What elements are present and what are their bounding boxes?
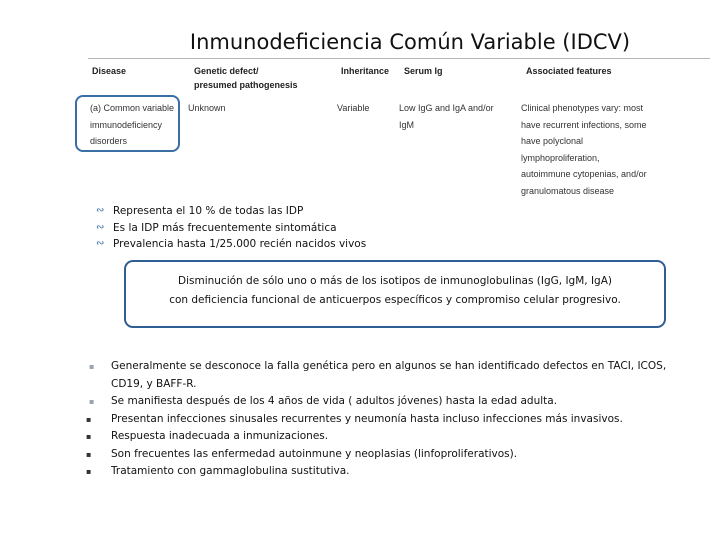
square-bullet-icon: ▪ <box>86 467 92 476</box>
features-line: have polyclonal <box>521 136 584 146</box>
bullet-text: Tratamiento con gammaglobulina sustitutiva. <box>111 465 350 477</box>
square-bullet-icon: ▪ <box>86 414 92 424</box>
swirl-bullet-icon: ∾ <box>96 238 105 249</box>
header-disease: Disease <box>92 66 127 76</box>
list-item <box>96 203 366 220</box>
list-item <box>96 236 366 253</box>
title-divider <box>88 58 710 59</box>
bullet-text: Representa el 10 % de todas las IDP <box>113 205 304 217</box>
features-line: Clinical phenotypes vary: most <box>521 103 644 113</box>
bullet-text: Generalmente se desconoce la falla genética pero en algunos se han identificado defectos en TACI, ICOS, CD19, y BAFF-R. <box>111 360 667 390</box>
features-line: autoimmune cytopenias, and/or <box>521 169 647 179</box>
serum-line: IgM <box>399 119 415 130</box>
slide-title: Inmunodeficiencia Común Variable (IDCV) <box>189 30 631 54</box>
disease-line: disorders <box>90 136 128 146</box>
header-genetic-line2: presumed pathogenesis <box>194 80 298 90</box>
bullet-text: Se manifiesta después de los 4 años de vida ( adultos jóvenes) hasta la edad adulta. <box>111 395 558 407</box>
detail-bullets <box>84 358 684 481</box>
cell-serum <box>399 100 494 133</box>
header-genetic-line1: Genetic defect/ <box>194 66 259 76</box>
header-features: Associated features <box>526 66 612 76</box>
list-item <box>84 411 684 429</box>
features-line: lymphoproliferation, <box>521 152 600 163</box>
square-bullet-icon: ▪ <box>86 449 92 459</box>
bullet-text: Prevalencia hasta 1/25.000 recién nacidos vivos <box>113 238 367 250</box>
swirl-bullet-icon: ∾ <box>96 221 105 233</box>
cell-features <box>521 100 647 199</box>
bullet-text: Son frecuentes las enfermedad autoinmune y neoplasias (linfoproliferativos). <box>111 447 518 460</box>
features-line: granulomatous disease <box>521 185 615 196</box>
list-item <box>84 463 684 481</box>
bullet-text: Presentan infecciones sinusales recurrentes y neumonía hasta incluso infecciones más invasivos. <box>111 412 623 425</box>
features-line: have recurrent infections, some <box>521 119 647 130</box>
swirl-bullet-icon: ∾ <box>96 205 105 216</box>
square-bullet-icon: ▪ <box>89 362 95 371</box>
summary-bullets <box>96 203 366 253</box>
square-bullet-icon: ▪ <box>89 397 95 406</box>
disease-highlight-box <box>75 95 180 152</box>
list-item <box>84 358 684 393</box>
bullet-text: Es la IDP más frecuentemente sintomática <box>113 221 337 234</box>
list-item <box>84 446 684 464</box>
definition-line: Disminución de sólo uno o más de los isotipos de inmunoglobulinas (IgG, IgM, IgA) <box>178 275 612 287</box>
list-item <box>84 428 684 446</box>
disease-line: (a) Common variable <box>90 103 175 113</box>
definition-box <box>124 260 666 328</box>
disease-line: immunodeficiency <box>90 119 163 130</box>
cell-genetic: Unknown <box>188 103 226 113</box>
header-inheritance: Inheritance <box>341 66 390 76</box>
square-bullet-icon: ▪ <box>86 432 92 441</box>
bullet-text: Respuesta inadecuada a inmunizaciones. <box>111 430 329 442</box>
header-serum: Serum Ig <box>404 66 443 76</box>
list-item <box>84 393 684 411</box>
cell-inheritance: Variable <box>337 103 370 113</box>
serum-line: Low IgG and IgA and/or <box>399 103 494 113</box>
list-item <box>96 220 366 237</box>
definition-line: con deficiencia funcional de anticuerpos específicos y compromiso celular progresivo. <box>169 294 621 306</box>
